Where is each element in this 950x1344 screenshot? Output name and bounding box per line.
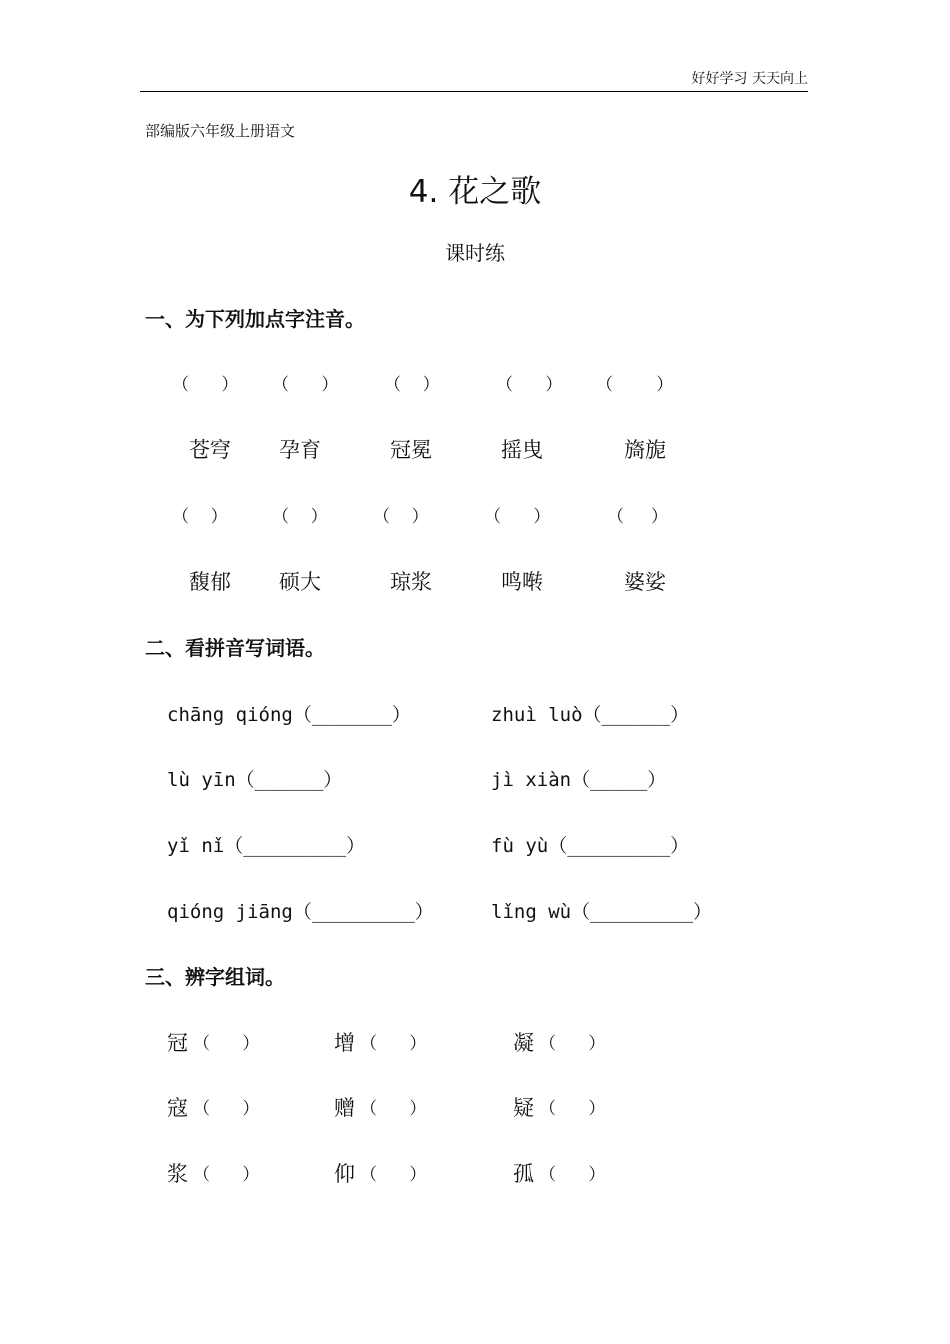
word: 琼浆	[390, 570, 432, 594]
section3-heading: 三、辨字组词。	[145, 965, 285, 989]
char: 冠	[167, 1031, 188, 1055]
page-subtitle: 课时练	[445, 241, 505, 265]
header-rule	[140, 91, 808, 92]
pinyin-item[interactable]: lù yīn（______）	[167, 769, 343, 791]
char: 疑	[513, 1096, 534, 1120]
answer-blank[interactable]: （ ）	[539, 1099, 606, 1119]
answer-blank[interactable]: （ ）	[373, 507, 429, 527]
section1-heading: 一、为下列加点字注音。	[145, 307, 365, 331]
pinyin-item[interactable]: jì xiàn（_____）	[491, 769, 667, 791]
page-title: 4. 花之歌	[408, 174, 542, 210]
answer-blank[interactable]: （ ）	[360, 1165, 427, 1185]
word: 冠冕	[390, 438, 432, 462]
answer-blank[interactable]: （ ）	[193, 1165, 260, 1185]
pinyin-item[interactable]: qióng jiāng（_________）	[167, 901, 434, 923]
header-motto: 好好学习 天天向上	[691, 71, 808, 87]
pinyin-item[interactable]: fù yù（_________）	[491, 835, 690, 857]
word: 鸣啭	[501, 570, 543, 594]
word: 孕育	[279, 438, 321, 462]
pinyin-item[interactable]: yǐ nǐ（_________）	[167, 835, 366, 857]
pinyin-item[interactable]: lǐng wù（_________）	[491, 901, 713, 923]
word: 苍穹	[189, 438, 231, 462]
answer-blank[interactable]: （ ）	[596, 375, 674, 395]
word: 硕大	[279, 570, 321, 594]
answer-blank[interactable]: （ ）	[172, 375, 239, 395]
char: 孤	[513, 1162, 534, 1186]
answer-blank[interactable]: （ ）	[484, 507, 551, 527]
char: 仰	[334, 1162, 355, 1186]
word: 摇曳	[501, 438, 543, 462]
answer-blank[interactable]: （ ）	[496, 375, 563, 395]
answer-blank[interactable]: （ ）	[360, 1034, 427, 1054]
answer-blank[interactable]: （ ）	[272, 375, 339, 395]
answer-blank[interactable]: （ ）	[539, 1034, 606, 1054]
answer-blank[interactable]: （ ）	[360, 1099, 427, 1119]
answer-blank[interactable]: （ ）	[607, 507, 669, 527]
answer-blank[interactable]: （ ）	[193, 1034, 260, 1054]
answer-blank[interactable]: （ ）	[193, 1099, 260, 1119]
word: 婆娑	[624, 570, 666, 594]
char: 增	[334, 1031, 355, 1055]
char: 浆	[167, 1162, 188, 1186]
char: 赠	[334, 1096, 355, 1120]
word: 旖旎	[624, 438, 666, 462]
char: 凝	[513, 1031, 534, 1055]
answer-blank[interactable]: （ ）	[272, 507, 328, 527]
book-label: 部编版六年级上册语文	[145, 122, 296, 140]
char: 寇	[167, 1096, 188, 1120]
answer-blank[interactable]: （ ）	[539, 1165, 606, 1185]
answer-blank[interactable]: （ ）	[384, 375, 440, 395]
answer-blank[interactable]: （ ）	[172, 507, 228, 527]
pinyin-item[interactable]: chāng qióng（_______）	[167, 704, 411, 726]
pinyin-item[interactable]: zhuì luò（______）	[491, 704, 690, 726]
word: 馥郁	[189, 570, 231, 594]
section2-heading: 二、看拼音写词语。	[145, 636, 325, 660]
